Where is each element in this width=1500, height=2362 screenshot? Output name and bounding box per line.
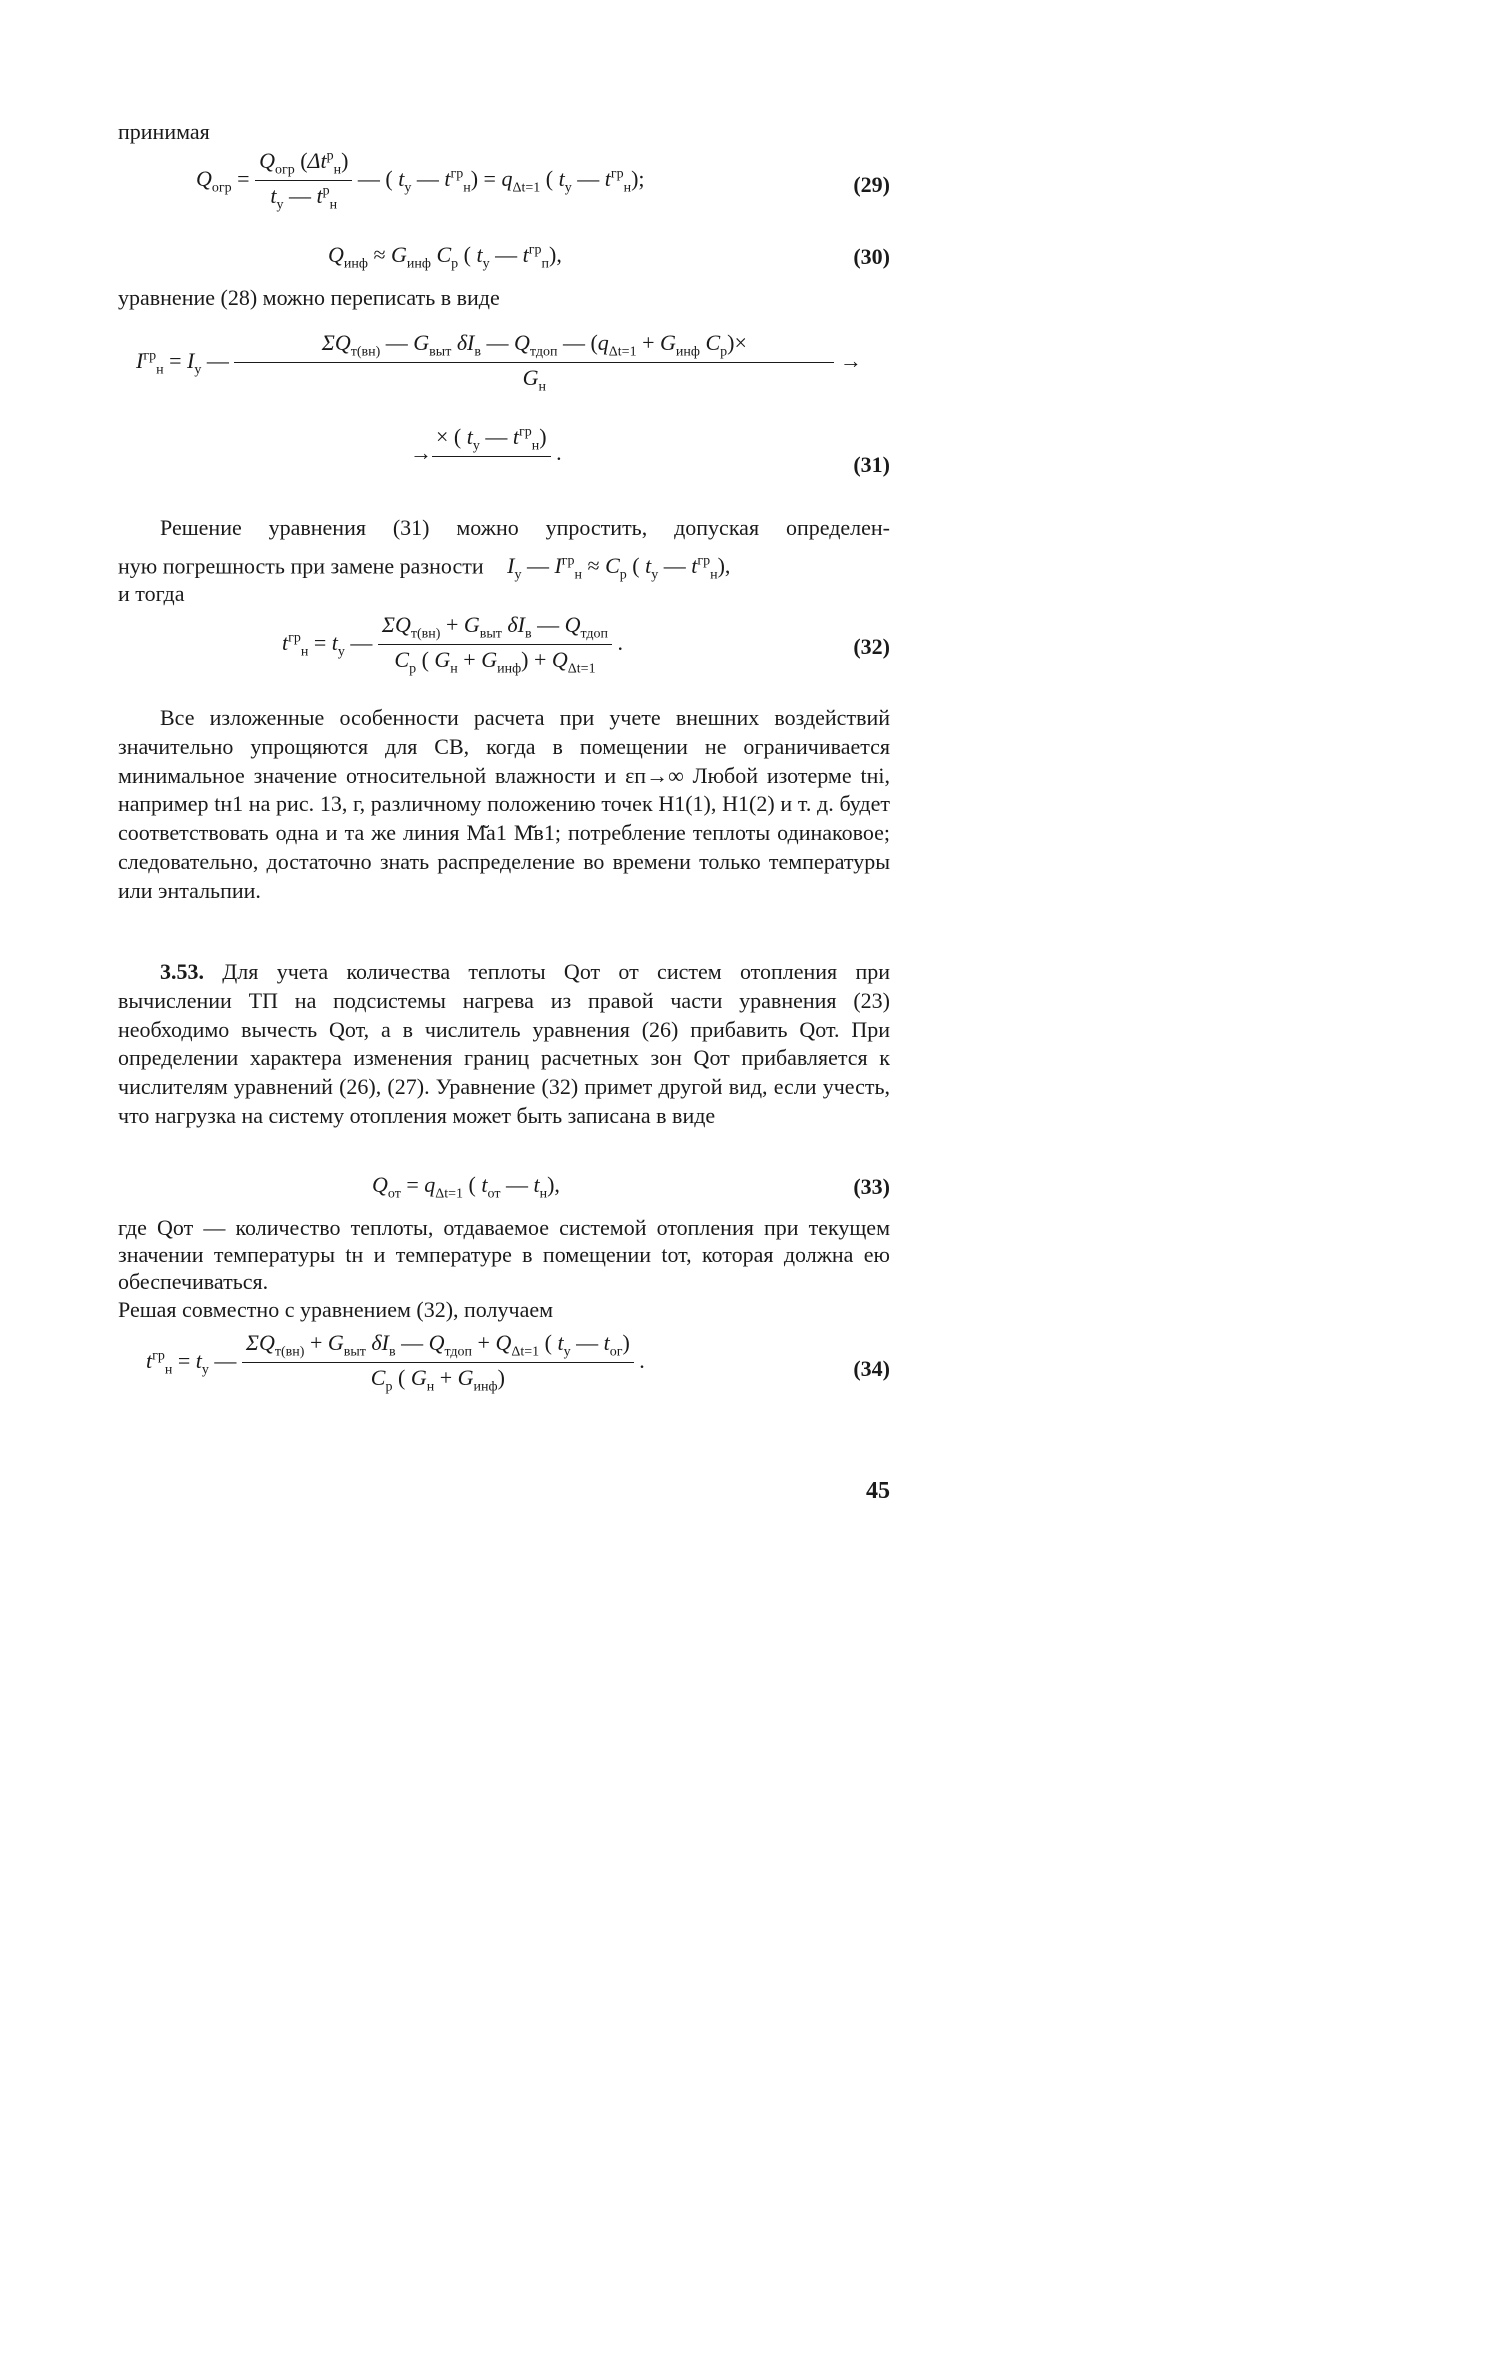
solution-line-1: Решение уравнения (31) можно упростить, допуская определен- bbox=[160, 515, 890, 540]
equation-34-number: (34) bbox=[853, 1356, 890, 1381]
equation-33-number: (33) bbox=[853, 1174, 890, 1199]
where-paragraph: где Qот — количество теплоты, отдаваемое системой отопления при текущем значении температуры tн и температуре в помещении tот, которая должна ею обеспечиваться. bbox=[118, 1215, 890, 1294]
page-number: 45 bbox=[866, 1478, 890, 1504]
equation-30: $Q_{инф} \approx G_{инф}$ $C_р$ ( $t_у$ — $t^{гр}_п$), bbox=[328, 242, 562, 272]
rewrite-text: уравнение (28) можно переписать в виде bbox=[118, 285, 500, 310]
equation-29: $Q_{огр}$ = $\frac{Q_{огр} (\Delta t^р_н)}{t_у — t^р_н}$ — ( $t_у$ — $t^{гр}_н) = q_{\Delta t=1}$ ( $t_у$ — $t^{гр}_н$); bbox=[196, 148, 645, 213]
equation-29-number: (29) bbox=[853, 172, 890, 197]
equation-30-number: (30) bbox=[853, 244, 890, 269]
book-page bbox=[0, 0, 1000, 1574]
solving-text: Решая совместно с уравнением (32), получаем bbox=[118, 1297, 554, 1322]
equation-33: $Q_{от} = q_{\Delta t=1}$ ( $t_{от}$ — $t_н$), bbox=[372, 1172, 560, 1202]
equation-32: $t^{гр}_н = t_у$ — $\frac{\Sigma Q_{т(вн)} + G_{выт} \delta I_в — Q_{тдоп}}{C_р ( G_н + G_{инф}) + Q_{\Delta t=1}}$ . bbox=[282, 612, 624, 677]
equation-31: $I^{гр}_н = I_у$ — $\frac{\Sigma Q_{т(вн)} — G_{выт} \delta I_в — Q_{тдоп} — (q_{\Delta t=1} + G_{инф} C_р)\times}{G_н}$ → bbox=[136, 330, 862, 395]
solution-line-2: ную погрешность при замене разности $I_у$ — $I^{гр}_н \approx C_р$ ( $t_у$ — $t^{гр}_н$), bbox=[118, 553, 731, 583]
section-3-53-label: 3.53. bbox=[160, 959, 204, 984]
intro-text: принимая bbox=[118, 119, 210, 144]
section-3-53-paragraph: 3.53. Для учета количества теплоты Qот от систем отопления при вычислении ТП на подсистемы нагрева из правой части уравнения (23) необходимо вычесть Qот, а в числитель уравнения (26) прибавить Qот. При определении характера изменения границ расчетных зон Qот прибавляется к числителям уравнений (26), (27). Уравнение (32) примет другой вид, если учесть, что нагрузка на систему отопления может быть записана в виде bbox=[118, 959, 891, 1128]
equation-31-number: (31) bbox=[853, 452, 890, 477]
equation-31-continuation: → × ( $t_у$ — $t^{гр}_н$) . bbox=[410, 424, 562, 465]
equation-34: $t^{гр}_н = t_у$ — $\frac{\Sigma Q_{т(вн)} + G_{выт} \delta I_в — Q_{тдоп} + Q_{\Delta t=1} ( t_у — t_{ог})}{C_р ( G_н + G_{инф})}$ . bbox=[146, 1330, 645, 1395]
solution-line-3: и тогда bbox=[118, 581, 185, 606]
features-paragraph: Все изложенные особенности расчета при учете внешних воздействий значительно упрощяются для СВ, когда в помещении не ограничивается минимальное значение относительной влажности и εп→∞ Любой изотерме tнi, например tн1 на рис. 13, г, различному положению точек Н1(1), Н1(2) и т. д. будет соответствовать одна и та же линия М̆а1 М̆в1; потребление теплоты одинаковое; следовательно, достаточно знать распределение во времени только температуры или энтальпии. bbox=[118, 705, 890, 903]
equation-32-number: (32) bbox=[853, 634, 890, 659]
